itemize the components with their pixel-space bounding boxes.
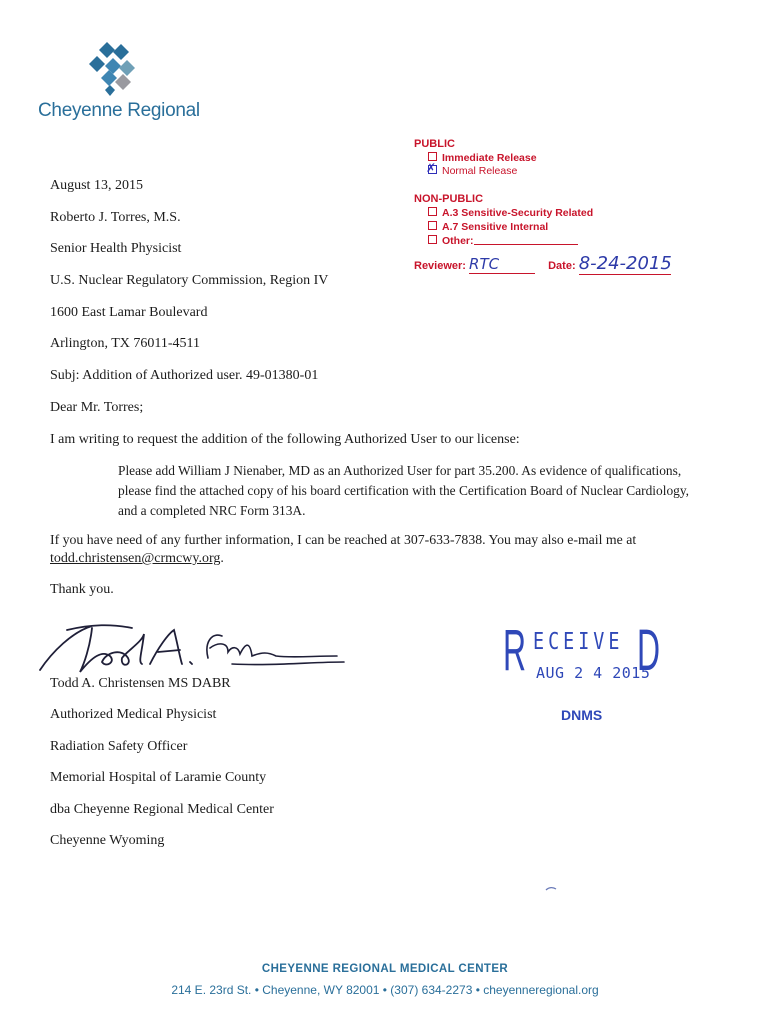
recipient-name: Roberto J. Torres, M.S.	[50, 210, 181, 225]
contact-paragraph: If you have need of any further information, I can be reached at 307-633-7838. You may also e-mail me at	[50, 532, 637, 547]
reviewer-line: Reviewer: RTC Date: 8-24-2015	[414, 253, 672, 274]
review-stamp	[414, 136, 694, 276]
diamond-grid-logo-icon	[79, 38, 139, 98]
immediate-release-option: Immediate Release	[428, 152, 537, 164]
received-word: ECEIVE	[533, 629, 624, 655]
checkbox-icon	[428, 152, 437, 161]
received-date: AUG 2 4 2015	[536, 664, 651, 682]
request-paragraph: Please add William J Nienaber, MD as an Authorized User for part 35.200. As evidence of qualifications, please find the attached copy of his board certification with the Certification Board of Nuclear Cardiology, and a completed NRC Form 313A.	[118, 463, 690, 518]
sensitive-internal-option: A.7 Sensitive Internal	[428, 221, 548, 233]
email-link[interactable]: todd.christensen@crmcwy.org	[50, 551, 221, 566]
checkbox-icon	[428, 235, 437, 244]
subject-line: Subj: Addition of Authorized user. 49-01380-01	[50, 368, 319, 383]
received-office: DNMS	[561, 707, 603, 723]
received-stamp	[503, 618, 663, 692]
checkbox-icon	[428, 207, 437, 216]
closing: Thank you.	[50, 582, 114, 597]
checkbox-icon	[428, 221, 437, 230]
signer-city: Cheyenne Wyoming	[50, 833, 165, 848]
salutation: Dear Mr. Torres;	[50, 400, 144, 415]
nonpublic-label: NON-PUBLIC	[414, 193, 484, 205]
ink-speck	[545, 886, 557, 892]
recipient-title: Senior Health Physicist	[50, 241, 182, 256]
email-line: todd.christensen@crmcwy.org.	[50, 551, 224, 566]
other-option: Other:	[428, 235, 578, 247]
signer-title-1: Authorized Medical Physicist	[50, 707, 217, 722]
signer-org-2: dba Cheyenne Regional Medical Center	[50, 802, 274, 817]
received-last-letter: D	[637, 618, 661, 683]
letter-date: August 13, 2015	[50, 178, 143, 193]
received-first-letter: R	[503, 618, 527, 683]
org-logo-text: Cheyenne Regional	[38, 100, 200, 121]
recipient-org: U.S. Nuclear Regulatory Commission, Region IV	[50, 273, 329, 288]
signer-name: Todd A. Christensen MS DABR	[50, 676, 231, 691]
address-line-2: Arlington, TX 76011-4511	[50, 336, 200, 351]
review-date: 8-24-2015	[578, 253, 672, 274]
address-line-1: 1600 East Lamar Boulevard	[50, 305, 208, 320]
footer-address: 214 E. 23rd St. • Cheyenne, WY 82001 • (307) 634-2273 • cheyenneregional.org	[171, 983, 599, 997]
public-label: PUBLIC	[414, 138, 455, 150]
intro-paragraph: I am writing to request the addition of the following Authorized User to our license:	[50, 432, 520, 447]
normal-release-option: ✗ Normal Release	[426, 161, 518, 177]
footer-org: CHEYENNE REGIONAL MEDICAL CENTER	[261, 963, 509, 975]
signer-org-1: Memorial Hospital of Laramie County	[50, 770, 267, 785]
signer-title-2: Radiation Safety Officer	[50, 739, 188, 754]
sensitive-security-option: A.3 Sensitive-Security Related	[428, 207, 593, 219]
handwritten-signature	[32, 612, 352, 682]
reviewer-initials: RTC	[469, 255, 535, 274]
checked-box-icon: ✗	[426, 161, 437, 175]
